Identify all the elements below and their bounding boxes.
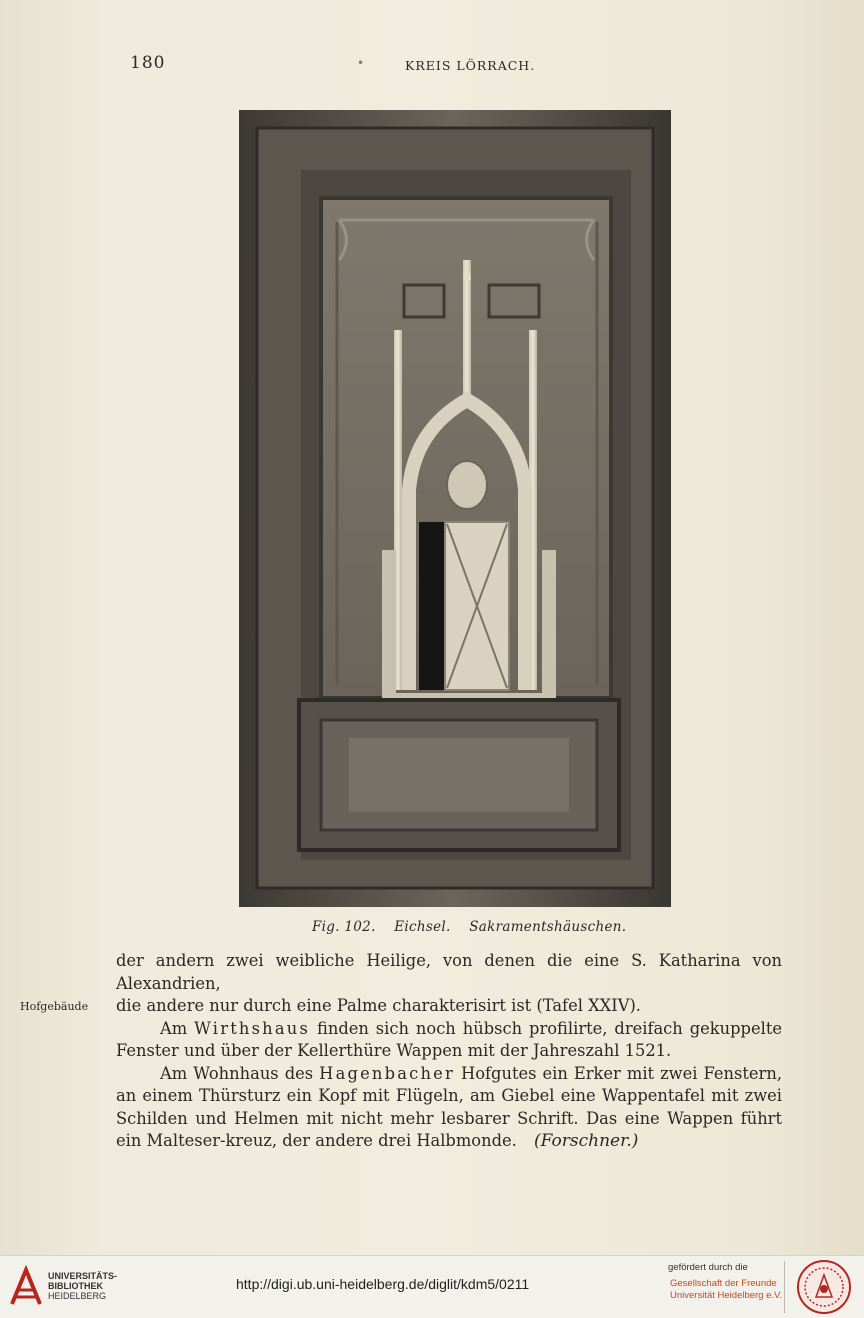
caption-figure-number: Fig. 102.: [312, 919, 376, 935]
paragraph-3-emphasis: Hagenbacher: [319, 1063, 455, 1083]
university-library-logo[interactable]: [8, 1264, 44, 1308]
paragraph-2-start: Am: [160, 1018, 188, 1038]
library-name-line-1: UNIVERSITÄTS-: [48, 1271, 118, 1281]
sacrament-house-photo: [239, 110, 671, 907]
running-head: KREIS LÖRRACH.: [405, 58, 536, 73]
library-name: [48, 1271, 117, 1301]
footer-bar: [0, 1255, 864, 1318]
paragraph-1: [116, 950, 782, 1018]
paragraph-2: [116, 1018, 782, 1063]
body-text: [116, 950, 782, 1153]
paragraph-3-start: Am Wohnhaus des: [160, 1063, 314, 1083]
author-signature: (Forschner.): [534, 1131, 639, 1151]
university-seal-icon: [796, 1259, 852, 1315]
permalink-url[interactable]: http://digi.ub.uni-heidelberg.de/diglit/kdm5/0211: [236, 1276, 530, 1292]
caption-place: Eichsel.: [394, 919, 451, 935]
footer-divider: [784, 1261, 785, 1313]
paragraph-2-rest: finden sich noch hübsch profilirte, dreifach gekuppelte Fenster und über der Kellerthüre Wappen mit der Jahreszahl 1521.: [116, 1018, 782, 1060]
society-name-line-1: Gesellschaft der Freunde: [670, 1278, 777, 1289]
paragraph-3-rest: Hofgutes ein Erker mit zwei Fenstern, an einem Thürsturz ein Kopf mit Flügeln, am Giebel eine Wappentafel mit zwei Schilden und Helmen mit nicht mehr lesbarer Schrift. Das eine Wappen führt ein Malteser-kreuz, der andere drei Halbmonde.: [116, 1063, 782, 1150]
paragraph-2-emphasis: Wirthshaus: [194, 1018, 311, 1038]
library-name-line-3: HEIDELBERG: [48, 1291, 107, 1301]
caption-title: Sakramentshäuschen.: [469, 919, 627, 935]
society-name-line-2: Universität Heidelberg e.V.: [670, 1290, 783, 1301]
header-dot: •: [357, 56, 365, 70]
paragraph-1-line-1: der andern zwei weibliche Heilige, von denen die eine S. Katharina von Alexandrien,: [116, 951, 782, 993]
society-name[interactable]: [670, 1278, 782, 1302]
figure-caption: [312, 919, 640, 935]
paragraph-3: [116, 1063, 782, 1153]
library-name-line-2: BIBLIOTHEK: [48, 1281, 103, 1291]
page-number: 180: [130, 53, 166, 73]
funded-by-label: gefördert durch die: [668, 1262, 748, 1273]
margin-note: Hofgebäude: [20, 1000, 89, 1013]
paragraph-1-line-2: die andere nur durch eine Palme charakterisirt ist (Tafel XXIV).: [116, 996, 641, 1015]
sacrament-house-illustration: [239, 110, 671, 907]
